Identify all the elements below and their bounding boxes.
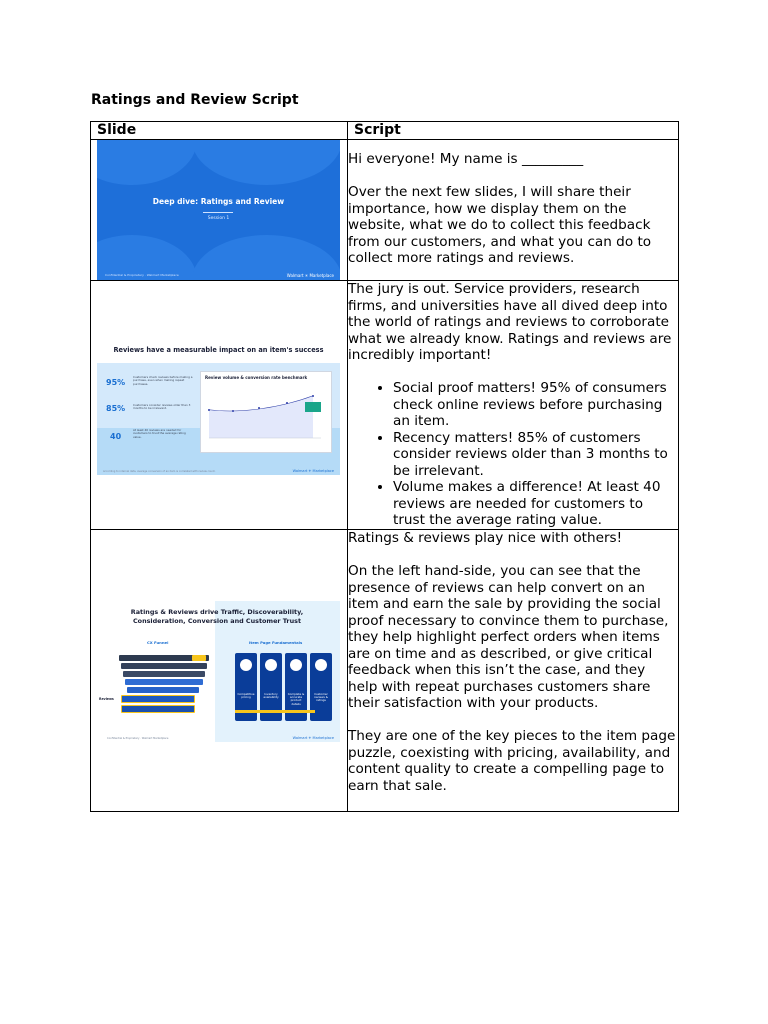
slide-subtitle: Session 1 xyxy=(207,216,230,221)
script-bullet-list xyxy=(348,380,678,529)
script-paragraph: Over the next few slides, I will share their importance, how we display them on the website, what we do to collect this feedback from our customers, and what you can do to collect more ratings and reviews. xyxy=(348,184,652,266)
script-paragraph: On the left hand-side, you can see that the presence of reviews can help convert on an item and earn the sale by providing the social proof necessary to convince them to purchase, they help highlight perfect orders when items are on time and as described, or give critical feedback when this isn’t the case, and they help with repeat purchases customers share their satisfaction with your products. xyxy=(348,563,669,711)
benchmark-chart-card xyxy=(200,371,332,453)
slide-footer: According to internal data, average conversion of an item is correlated with review count. xyxy=(103,470,216,473)
column-header-slide: Slide xyxy=(91,122,348,140)
stat-text: At least 40 reviews are needed for customers to trust the average rating value. xyxy=(133,428,186,439)
script-paragraph: They are one of the key pieces to the item page puzzle, coexisting with pricing, availability, and content quality to create a compelling page to earn that sale. xyxy=(348,728,676,794)
funnel-label: CX Funnel xyxy=(147,640,169,645)
script-table xyxy=(90,121,679,812)
slide-thumbnail-impact xyxy=(97,333,340,475)
bullet-item: • Social proof matters! 95% of consumers check online reviews before purchasing an item. xyxy=(393,380,678,430)
script-cell xyxy=(348,530,679,812)
card-title: Review volume & conversion rate benchmark xyxy=(205,375,308,380)
walmart-logo: Walmart ✳ Marketplace xyxy=(286,273,334,278)
walmart-logo: Walmart ✳ Marketplace xyxy=(292,469,334,473)
slide-title: Ratings & Reviews drive Traffic, Discoverability, Consideration, Conversion and Customer Trust xyxy=(130,608,304,625)
bullet-item: • Volume makes a difference! At least 40 reviews are needed for customers to trust the average rating value. xyxy=(393,479,678,529)
stat-text: Customers check reviews before making a purchase, even when making repeat purchases. xyxy=(133,375,193,386)
column-header-script: Script xyxy=(348,122,679,140)
script-paragraph: Hi everyone! My name is _________ xyxy=(348,151,584,167)
slide-thumbnail-title xyxy=(97,140,340,280)
document-title: Ratings and Review Script xyxy=(91,92,299,108)
slide-footer: Confidential & Proprietary · Walmart Marketplace xyxy=(105,273,179,277)
script-cell xyxy=(348,281,679,530)
fundamental-tile: Complete & accurate product details xyxy=(285,653,307,721)
stat-value: 85% xyxy=(106,404,126,413)
fundamental-tile: Customer reviews & ratings xyxy=(310,653,332,721)
slide-footer: Confidential & Proprietary · Walmart Marketplace xyxy=(107,737,169,740)
benchmark-line-graphic xyxy=(201,372,331,452)
slide-title: Deep dive: Ratings and Review xyxy=(152,197,285,206)
stat-text: Customers consider reviews older than 3 months to be irrelevant. xyxy=(133,403,191,411)
double-arrow-graphic xyxy=(235,710,315,713)
walmart-logo: Walmart ✳ Marketplace xyxy=(292,736,334,740)
script-paragraph: Ratings & reviews play nice with others! xyxy=(348,530,623,546)
slide-thumbnail-funnel xyxy=(97,601,340,742)
script-paragraph: The jury is out. Service providers, research firms, and universities have all dived deep into the world of ratings and reviews to corroborate what we already know. Ratings and reviews are incredibly important! xyxy=(348,281,672,363)
stat-value: 40 xyxy=(110,432,122,441)
fundamental-tile: Inventory availability xyxy=(260,653,282,721)
reviews-side-label: Reviews xyxy=(99,697,114,701)
table-row xyxy=(91,281,679,530)
slide-cell xyxy=(91,530,348,812)
table-row xyxy=(91,140,679,281)
script-cell xyxy=(348,140,679,281)
fundamental-tile: Competitive pricing xyxy=(235,653,257,721)
slide-cell xyxy=(91,281,348,530)
stat-value: 95% xyxy=(106,378,126,387)
slide-title: Reviews have a measurable impact on an item's success xyxy=(113,346,324,354)
table-header-row xyxy=(91,122,679,140)
bullet-item: • Recency matters! 85% of customers consider reviews older than 3 months to be irrelevant. xyxy=(393,430,678,480)
table-row xyxy=(91,530,679,812)
fundamentals-label: Item Page Fundamentals xyxy=(249,640,303,645)
slide-cell xyxy=(91,140,348,281)
